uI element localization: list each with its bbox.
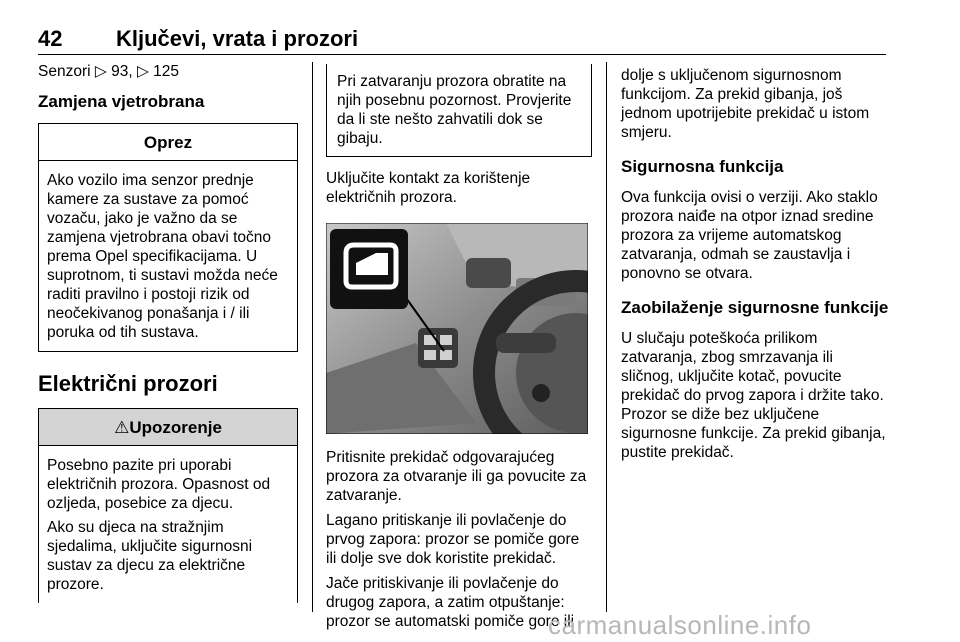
warning-continuation-text: Pri zatvaranju prozora obratite na njih posebnu pozornost. Provjerite da li ste nešto zahvatili dok se gibaju. [337,73,572,147]
gentle-press-text: Lagano pritiskanje ili povlačenje do prvog zapora: prozor se pomiče gore ili dolje sve dok koristite prekidač. [326,512,580,567]
watermark: carmanualsonline.info [548,610,812,640]
caution-text: Ako vozilo ima senzor prednje kamere za sustave za pomoć vozaču, jako je važno da se zamjena vjetrobrana obavi točno prema Opel specifikacijama. U suprotnom, ti sustavi možda neće raditi pravilno i postoji rizik od neočekivanog ponašanja i / ili poruka od tih sustava. [47,172,278,341]
power-windows-heading: Električni prozori [38,371,218,396]
sensors-reference: Senzori ▷ 93, ▷ 125 [38,63,180,80]
window-switch-photo [326,223,588,434]
chapter-title: Ključevi, vrata i prozori [116,26,359,51]
window-switch-illustration [326,223,588,434]
column-middle [326,64,592,637]
ignition-text: Uključite kontakt za korištenje električnih prozora. [326,170,531,206]
warning-text-2: Ako su djeca na stražnjim sjedalima, uključite sigurnosni sustav za djecu za električne prozore. [47,519,253,593]
column-right [621,66,889,468]
page-header [38,26,886,55]
caution-title: Oprez [39,124,297,161]
windscreen-heading: Zamjena vjetrobrana [38,92,205,111]
warning-box [38,408,298,603]
warning-text-1: Posebno pazite pri uporabi električnih prozora. Opasnost od ozljeda, posebice za djecu. [47,457,271,512]
column-left [38,62,298,603]
column-divider-1 [312,62,313,612]
safety-function-heading: Sigurnosna funkcija [621,157,784,176]
continued-text: dolje s uključenom sigurnosnom funkcijom. Za prekid gibanja, još jednom upotrijebite prekidač u istom smjeru. [621,67,870,141]
safety-function-text: Ova funkcija ovisi o verziji. Ako staklo prozora naiđe na otpor iznad sredine prozora za vrijeme automatskog zatvaranja, odmah se zaustavlja i ponovno se otvara. [621,189,878,282]
caution-box [38,123,298,352]
press-text: Pritisnite prekidač odgovarajućeg prozora za otvaranje ili ga povucite za zatvaranje. [326,449,587,504]
firm-press-text: Jače pritiskivanje ili povlačenje do drugog zapora, a zatim otpuštanje: prozor se automatski pomiče gore ili [326,575,575,630]
column-divider-2 [606,62,607,612]
warning-title: ⚠Upozorenje [39,409,297,446]
page-number: 42 [38,26,63,51]
warning-box-continuation [326,64,592,157]
override-text: U slučaju poteškoća prilikom zatvaranja, zbog smrzavanja ili sličnog, uključite kotač, povucite prekidač do prvog zapora i držite tako. Prozor se diže bez uključene sigurnosne funkcije. Za prekid gibanja, pustite prekidač. [621,330,886,461]
override-heading: Zaobilaženje sigurnosne funkcije [621,298,889,317]
